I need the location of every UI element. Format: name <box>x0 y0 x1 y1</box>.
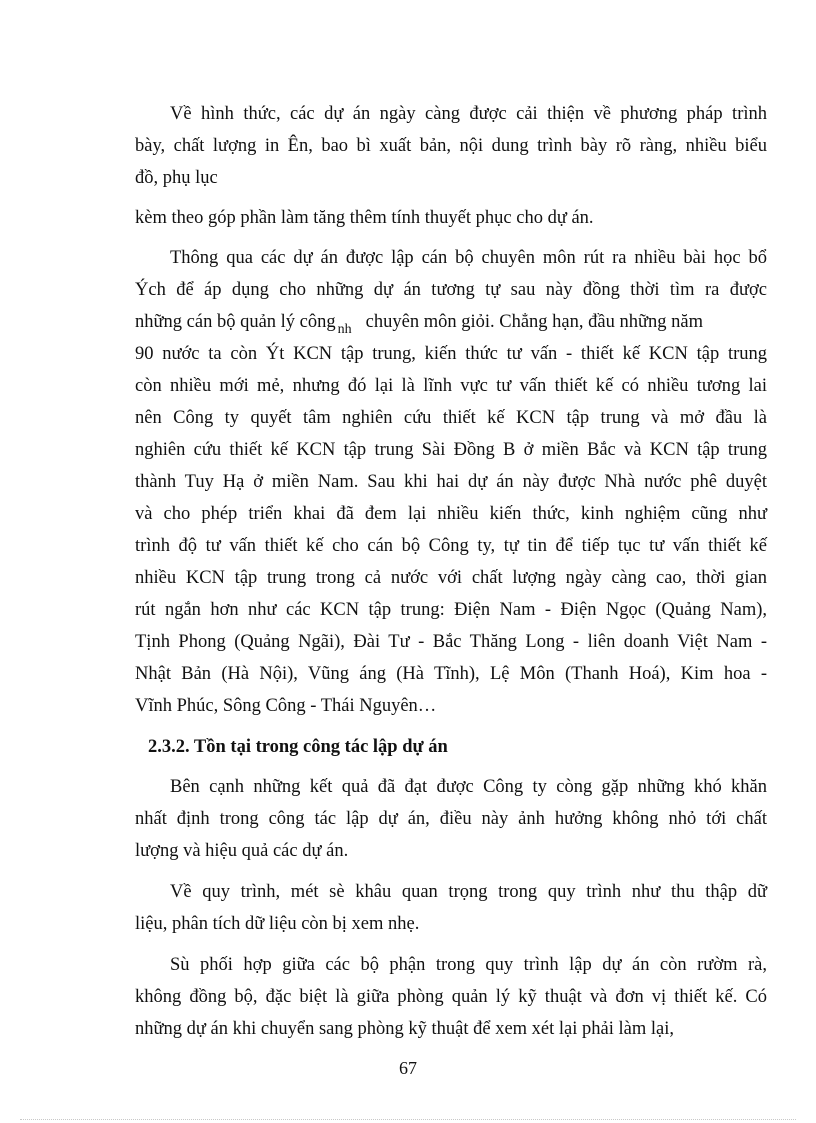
paragraph-line: Về hình thức, các dự án ngày càng được cải thiện về phương pháp trình <box>170 104 767 124</box>
paragraph-line: nên Công ty quyết tâm nghiên cứu thiết kế KCN tập trung và mở đầu là <box>135 408 767 428</box>
paragraph-line: Sù phối hợp giữa các bộ phận trong quy trình lập dự án còn rườm rà, <box>170 955 767 975</box>
paragraph-line: Bên cạnh những kết quả đã đạt được Công ty còng gặp những khó khăn <box>170 777 767 797</box>
subscript-fragment: nh <box>337 322 352 337</box>
section-heading: 2.3.2. Tồn tại trong công tác lập dự án <box>148 737 448 757</box>
paragraph-line: Thông qua các dự án được lập cán bộ chuyên môn rút ra nhiều bài học bổ <box>170 248 767 268</box>
paragraph-line: và cho phép triển khai đã đem lại nhiều kiến thức, kinh nghiệm cũng như <box>135 504 767 524</box>
page-number: 67 <box>399 1058 417 1078</box>
paragraph-line: đồ, phụ lục <box>135 168 218 188</box>
paragraph-line: Nhật Bản (Hà Nội), Vũng áng (Hà Tĩnh), Lệ Môn (Thanh Hoá), Kim hoa - <box>135 664 767 684</box>
paragraph-fragment: chuyên môn giỏi. Chẳng hạn, đầu những năm <box>365 312 703 332</box>
paragraph-line: trình độ tư vấn thiết kế cho cán bộ Công ty, tự tin để tiếp tục tư vấn thiết kế <box>135 536 767 556</box>
paragraph-line: còn nhiều mới mẻ, nhưng đó lại là lĩnh vực tư vấn thiết kế có nhiều tương lai <box>135 376 767 396</box>
paragraph-line: không đồng bộ, đặc biệt là giữa phòng quản lý kỹ thuật và đơn vị thiết kế. Có <box>135 987 767 1007</box>
paragraph-line: bày, chất lượng in Ên, bao bì xuất bản, nội dung trình bày rõ ràng, nhiều biểu <box>135 136 767 156</box>
paragraph-line: nhiều KCN tập trung trong cả nước với chất lượng ngày càng cao, thời gian <box>135 568 767 588</box>
paragraph-fragment: những cán bộ quản lý công <box>135 312 336 332</box>
paragraph-line: 90 nước ta còn Ýt KCN tập trung, kiến thức tư vấn - thiết kế KCN tập trung <box>135 344 767 364</box>
paragraph-line: kèm theo góp phần làm tăng thêm tính thuyết phục cho dự án. <box>135 208 594 228</box>
paragraph-line: thành Tuy Hạ ở miền Nam. Sau khi hai dự án này được Nhà nước phê duyệt <box>135 472 767 492</box>
paragraph-line: liệu, phân tích dữ liệu còn bị xem nhẹ. <box>135 914 420 934</box>
paragraph-line: Ých để áp dụng cho những dự án tương tự sau này đồng thời tìm ra được <box>135 280 767 300</box>
paragraph-line: Về quy trình, mét sè khâu quan trọng trong quy trình như thu thập dữ <box>170 882 767 902</box>
paragraph-line: nhất định trong công tác lập dự án, điều này ảnh hưởng không nhỏ tới chất <box>135 809 767 829</box>
paragraph-line <box>135 310 703 336</box>
paragraph-line: Vĩnh Phúc, Sông Công - Thái Nguyên… <box>135 696 437 716</box>
paragraph-line: những dự án khi chuyển sang phòng kỹ thuật để xem xét lại phải làm lại, <box>135 1019 674 1039</box>
page-bottom-divider <box>20 1119 796 1120</box>
paragraph-line: rút ngắn hơn như các KCN tập trung: Điện Nam - Điện Ngọc (Quảng Nam), <box>135 600 767 620</box>
paragraph-line: lượng và hiệu quả các dự án. <box>135 841 349 861</box>
paragraph-line: Tịnh Phong (Quảng Ngãi), Đài Tư - Bắc Thăng Long - liên doanh Việt Nam - <box>135 632 767 652</box>
paragraph-line: nghiên cứu thiết kế KCN tập trung Sài Đồng B ở miền Bắc và KCN tập trung <box>135 440 767 460</box>
